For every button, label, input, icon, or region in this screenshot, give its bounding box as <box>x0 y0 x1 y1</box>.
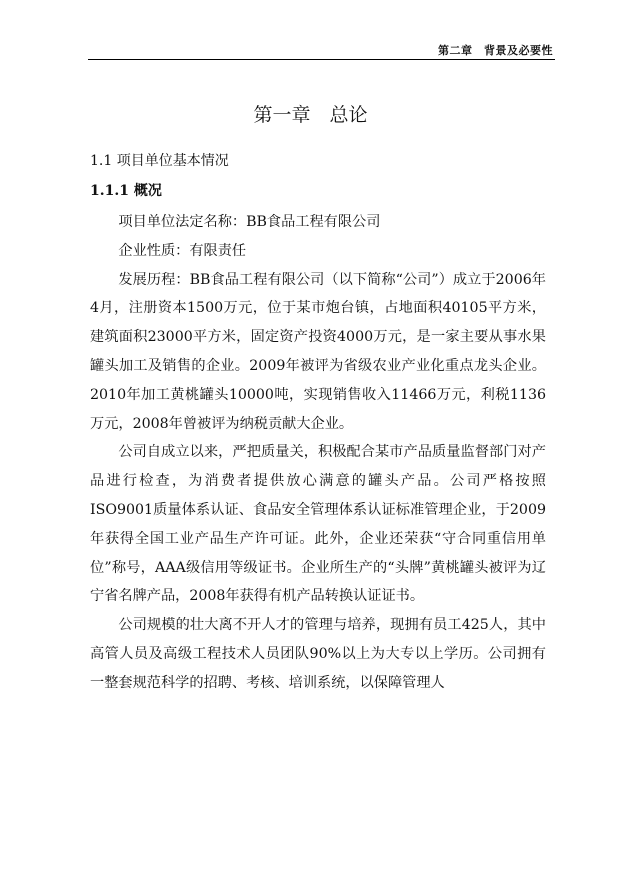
section-heading-1-1: 1.1 项目单位基本情况 <box>90 153 229 169</box>
paragraph-history: 发展历程：BB食品工程有限公司（以下简称“公司”）成立于2006年4月，注册资本1500万元，位于某市炮台镇，占地面积40105平方米，建筑面积23000平方米，固定资产投资4000万元，是一家主要从事水果罐头加工及销售的企业。2009年被评为省级农业产业化重点龙头企业。2010年加工黄桃罐头10000吨，实现销售收入11466万元，利税1136万元，2008年曾被评为纳税贡献大企业。 <box>90 271 546 432</box>
paragraph-personnel: 公司规模的壮大离不开人才的管理与培养，现拥有员工425人，其中高管人员及高级工程技术人员团队90%以上为大专以上学历。公司拥有一整套规范科学的招聘、考核、培训系统，以保障管理人 <box>90 617 546 691</box>
chapter-title: 第一章 总论 <box>253 104 368 126</box>
header-divider <box>88 59 555 60</box>
section-heading-1-1-1: 1.1.1 概况 <box>90 183 162 199</box>
paragraph-enterprise-type: 企业性质：有限责任 <box>118 242 247 259</box>
running-header: 第二章 背景及必要性 <box>438 44 553 57</box>
paragraph-legal-name: 项目单位法定名称：BB食品工程有限公司 <box>118 214 381 230</box>
body-text <box>90 208 546 698</box>
paragraph-quality: 公司自成立以来，严把质量关，积极配合某市产品质量监督部门对产品进行检查，为消费者提供放心满意的罐头产品。公司严格按照ISO9001质量体系认证、食品安全管理体系认证标准管理企业，于2009年获得全国工业产品生产许可证。此外，企业还荣获“守合同重信用单位”称号，AAA级信用等级证书。企业所生产的“头牌”黄桃罐头被评为辽宁省名牌产品，2008年获得有机产品转换认证证书。 <box>90 444 546 605</box>
